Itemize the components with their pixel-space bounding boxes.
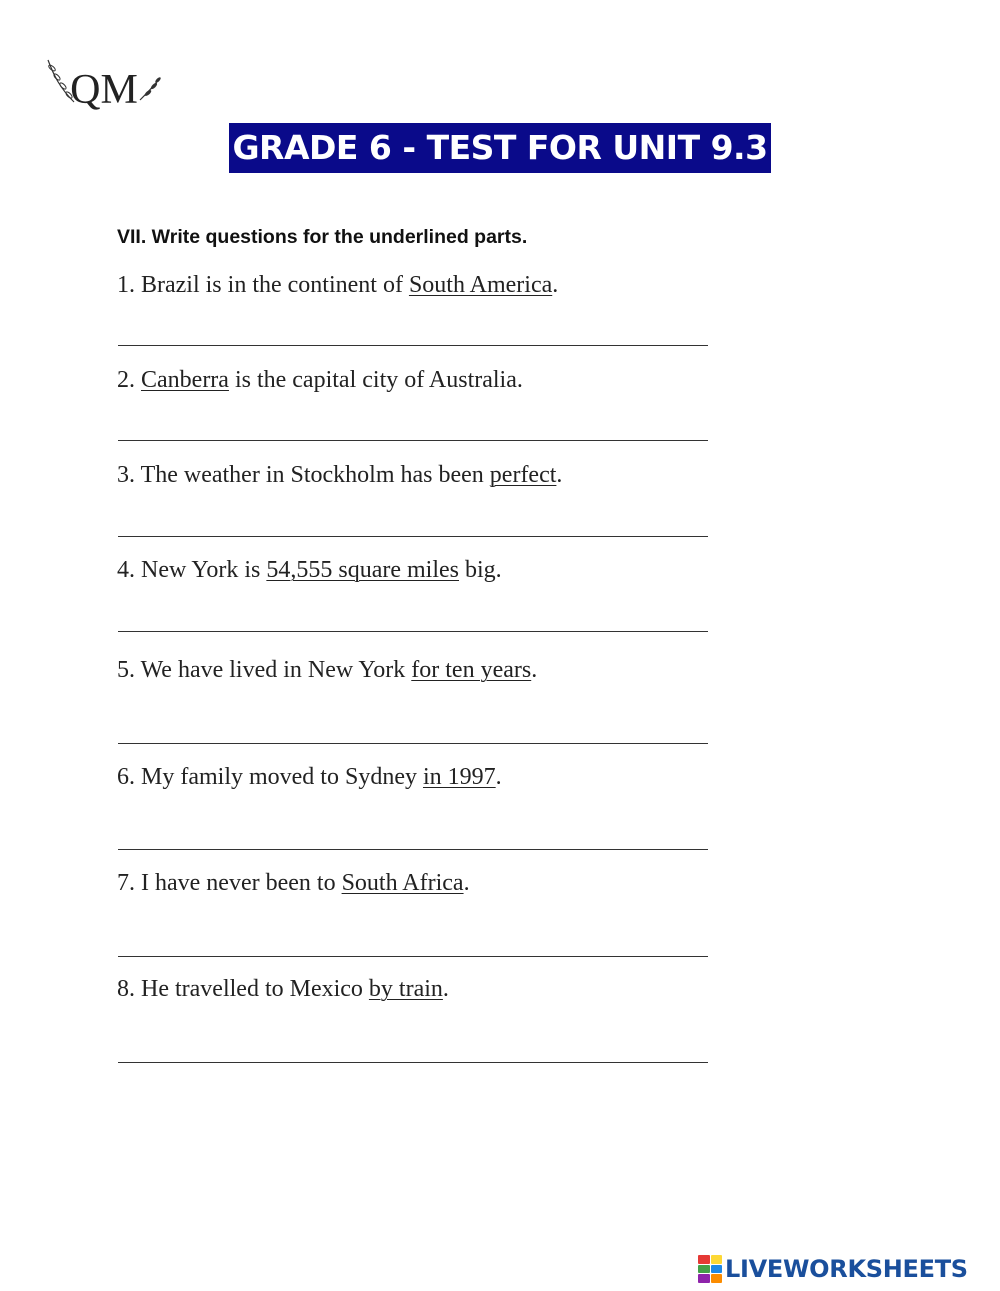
answer-line-2[interactable]: [118, 440, 708, 441]
question-7: 7. I have never been to South Africa.: [117, 870, 470, 896]
section-instruction: VII. Write questions for the underlined parts.: [117, 226, 528, 248]
brand-block: [711, 1274, 723, 1283]
underlined-part: perfect: [489, 462, 557, 488]
answer-line-5[interactable]: [118, 743, 708, 744]
answer-line-7[interactable]: [118, 956, 708, 957]
underlined-part: in 1997: [422, 764, 496, 790]
qm-logo: [44, 58, 164, 118]
question-8: 8. He travelled to Mexico by train.: [117, 976, 449, 1002]
brand-block: [698, 1255, 710, 1264]
answer-line-1[interactable]: [118, 345, 708, 346]
svg-text:QM: QM: [70, 67, 138, 113]
answer-line-6[interactable]: [118, 849, 708, 850]
answer-line-4[interactable]: [118, 631, 708, 632]
answer-line-3[interactable]: [118, 536, 708, 537]
title-container: [0, 123, 1000, 173]
brand-block: [711, 1265, 723, 1274]
answer-line-8[interactable]: [118, 1062, 708, 1063]
underlined-part: by train: [368, 976, 443, 1002]
laurel-logo-icon: [44, 58, 164, 118]
liveworksheets-blocks-icon: [698, 1255, 722, 1283]
worksheet-title: GRADE 6 - TEST FOR UNIT 9.3: [229, 123, 770, 173]
brand-block: [711, 1255, 723, 1264]
underlined-part: South America: [408, 272, 553, 298]
question-4: 4. New York is 54,555 square miles big.: [117, 557, 502, 583]
underlined-part: for ten years: [411, 657, 532, 683]
brand-block: [698, 1265, 710, 1274]
question-6: 6. My family moved to Sydney in 1997.: [117, 764, 502, 790]
question-1: 1. Brazil is in the continent of South America.: [117, 272, 559, 298]
underlined-part: South Africa: [341, 870, 464, 896]
underlined-part: Canberra: [141, 367, 229, 393]
liveworksheets-brand[interactable]: [698, 1255, 968, 1283]
brand-name: LIVEWORKSHEETS: [725, 1255, 968, 1283]
question-2: 2. Canberra is the capital city of Australia.: [117, 367, 523, 393]
brand-block: [698, 1274, 710, 1283]
question-5: 5. We have lived in New York for ten years.: [117, 657, 538, 683]
question-3: 3. The weather in Stockholm has been perfect.: [117, 462, 563, 488]
underlined-part: 54,555 square miles: [266, 557, 459, 583]
